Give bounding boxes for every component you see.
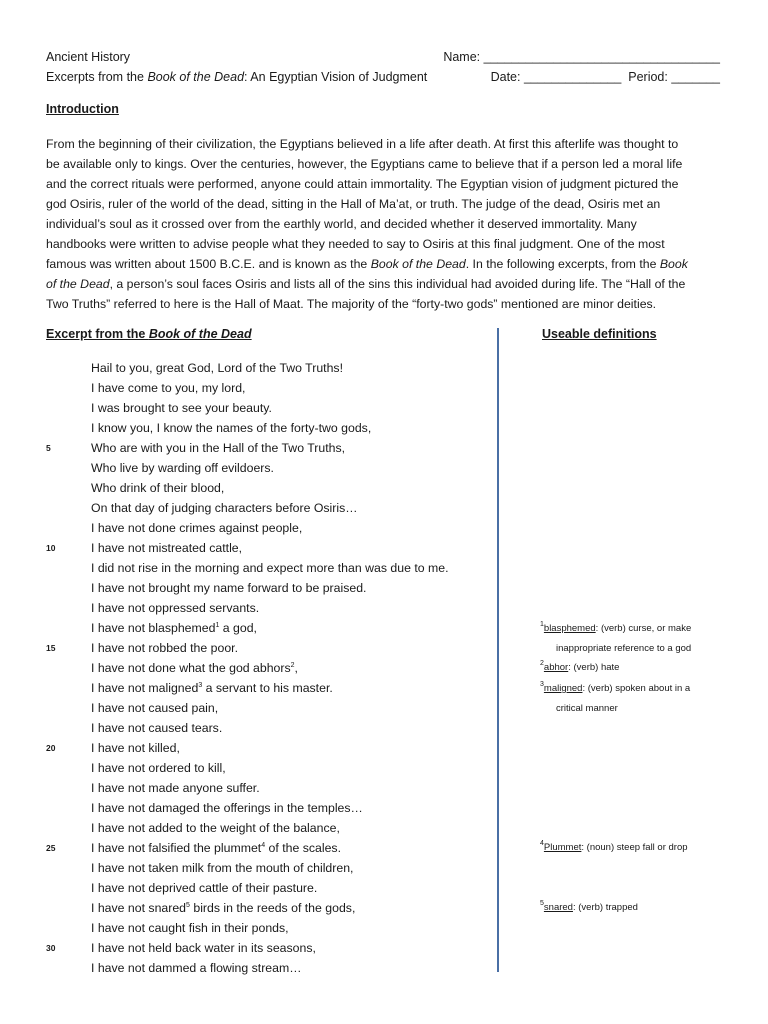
intro-line: famous was written about 1500 B.C.E. and is known as the Book of the Dead. In the following excerpts, from the Book bbox=[46, 257, 688, 271]
poem-line: I have not added to the weight of the balance, bbox=[91, 821, 340, 835]
footnote-marker: 4 bbox=[261, 842, 266, 849]
poem-line: I have not deprived cattle of their pasture. bbox=[91, 881, 318, 895]
line-number: 10 bbox=[46, 543, 56, 553]
poem-line: Who drink of their blood, bbox=[91, 481, 225, 495]
footnote-marker: 2 bbox=[290, 662, 295, 669]
intro-line: Two Truths” referred to here is the Hall of Maat. The majority of the “forty-two gods” mentioned are minor deities. bbox=[46, 297, 657, 311]
poem-line: 30 I have not held back water in its seasons, bbox=[0, 938, 492, 958]
poem-line: Hail to you, great God, Lord of the Two Truths! bbox=[91, 361, 343, 375]
line-number: 25 bbox=[46, 843, 56, 853]
intro-line: individual’s soul as it crossed over from the earthly world, and decided whether it deserved immortality. Many bbox=[46, 217, 637, 231]
footnote-marker: 5 bbox=[186, 902, 190, 909]
definitions-heading: Useable definitions bbox=[542, 327, 657, 341]
footnote-marker: 1 bbox=[215, 622, 220, 629]
document-title: Excerpts from the Book of the Dead: An Egyptian Vision of Judgment bbox=[46, 70, 428, 84]
definition-plummet: $^4$Plummet: (noun) steep fall or drop bbox=[540, 840, 688, 853]
poem-line: 25 I have not falsified the plummet$^4$ of the scales. bbox=[0, 838, 492, 858]
poem-line: I have not done what the god abhors$^2$, bbox=[91, 661, 298, 675]
poem-line: I have not done crimes against people, bbox=[91, 521, 303, 535]
poem-line: 10 I have not mistreated cattle, bbox=[0, 538, 492, 558]
definition-abhor: $^2$abhor: (verb) hate bbox=[540, 660, 620, 673]
poem-line: I have not damaged the offerings in the temples… bbox=[91, 801, 363, 815]
poem-line: I have not caused pain, bbox=[91, 701, 219, 715]
definition-blasphemed: $^1$blasphemed: (verb) curse, or make inappropriate reference to a god bbox=[540, 621, 692, 654]
excerpt-heading: Excerpt from the Book of the Dead bbox=[46, 327, 252, 341]
definition-snared: $^5$snared: (verb) trapped bbox=[540, 900, 638, 913]
name-blank: __________________________________ bbox=[483, 50, 720, 64]
date-period-field: Date: ______________ Period: _______ bbox=[443, 67, 720, 87]
intro-line: From the beginning of their civilization, the Egyptians believed in a life after death. At first this afterlife was thought to bbox=[46, 137, 679, 151]
excerpt-text bbox=[0, 358, 492, 978]
intro-line: handbooks were written to advise people what they needed to say to Osiris at this final judgment. One of the most bbox=[46, 237, 665, 251]
date-blank: ______________ bbox=[523, 70, 622, 84]
line-number: 15 bbox=[46, 643, 56, 653]
poem-line: I was brought to see your beauty. bbox=[91, 401, 272, 415]
introduction-paragraph bbox=[46, 134, 726, 314]
intro-line: god Osiris, ruler of the world of the dead, sitting in the Hall of Ma’at, or truth. The judge of the dead, Osiris met an bbox=[46, 197, 661, 211]
period-blank: _______ bbox=[671, 70, 720, 84]
document-header bbox=[46, 47, 427, 87]
poem-line: I have not blasphemed$^1$ a god, bbox=[91, 621, 257, 635]
poem-line: I have not dammed a flowing stream… bbox=[91, 961, 302, 975]
poem-line: 15 I have not robbed the poor. bbox=[0, 638, 492, 658]
intro-line: of the Dead, a person’s soul faces Osiris and lists all of the sins this individual had avoided during life. The “Hall of the bbox=[46, 277, 686, 291]
poem-line: 5 Who are with you in the Hall of the Two Truths, bbox=[0, 438, 492, 458]
intro-line: and the correct rituals were performed, anyone could attain immortality. The Egyptian vision of judgment pictured the bbox=[46, 177, 679, 191]
poem-line: Who live by warding off evildoers. bbox=[91, 461, 274, 475]
poem-line: I have not snared$^5$ birds in the reeds of the gods, bbox=[91, 901, 356, 915]
poem-line: I have not brought my name forward to be praised. bbox=[91, 581, 367, 595]
poem-line: I have not caused tears. bbox=[91, 721, 223, 735]
poem-line: 20 I have not killed, bbox=[0, 738, 492, 758]
introduction-heading: Introduction bbox=[46, 102, 119, 116]
poem-line: On that day of judging characters before Osiris… bbox=[91, 501, 358, 515]
poem-line: I did not rise in the morning and expect more than was due to me. bbox=[91, 561, 449, 575]
line-number: 5 bbox=[46, 443, 51, 453]
poem-line: I have not maligned$^3$ a servant to his master. bbox=[91, 681, 333, 695]
name-field: Name: __________________________________ bbox=[443, 47, 720, 67]
column-divider bbox=[497, 328, 499, 972]
poem-line: I know you, I know the names of the forty-two gods, bbox=[91, 421, 372, 435]
poem-line: I have not ordered to kill, bbox=[91, 761, 226, 775]
course-name: Ancient History bbox=[46, 50, 131, 64]
line-number: 30 bbox=[46, 943, 56, 953]
poem-line: I have not caught fish in their ponds, bbox=[91, 921, 289, 935]
line-number: 20 bbox=[46, 743, 56, 753]
student-info-fields bbox=[443, 47, 720, 87]
poem-line: I have not made anyone suffer. bbox=[91, 781, 260, 795]
definition-maligned: $^3$maligned: (verb) spoken about in a critical manner bbox=[540, 681, 691, 714]
poem-line: I have not oppressed servants. bbox=[91, 601, 260, 615]
intro-line: be available only to kings. Over the centuries, however, the Egyptians came to believe that if a person led a moral life bbox=[46, 157, 683, 171]
poem-line: I have come to you, my lord, bbox=[91, 381, 246, 395]
footnote-marker: 3 bbox=[198, 682, 203, 689]
poem-line: I have not taken milk from the mouth of children, bbox=[91, 861, 354, 875]
